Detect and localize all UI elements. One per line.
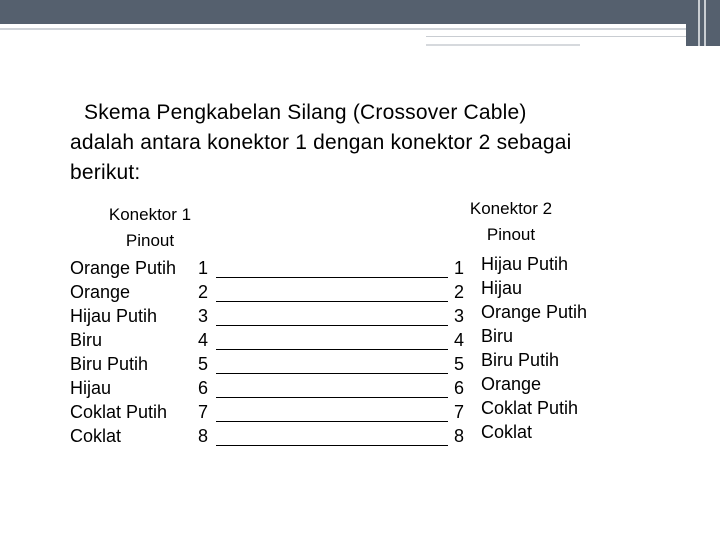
connector-2-colors	[481, 252, 621, 444]
connector-1-heading	[70, 202, 230, 254]
connector-2-pins	[454, 256, 470, 448]
left-color: Coklat	[70, 426, 122, 446]
header-rule	[0, 28, 686, 30]
header-rule-thin	[426, 36, 686, 37]
header-bar	[0, 0, 720, 24]
wire-line	[216, 280, 448, 304]
right-color: Coklat Putih	[481, 398, 579, 418]
right-pin-number: 3	[454, 306, 465, 326]
corner-stripe	[698, 0, 700, 46]
header-rule-short	[426, 44, 580, 46]
connector-1-name: Konektor 1	[108, 205, 192, 224]
wire-line	[216, 376, 448, 400]
left-color: Coklat Putih	[70, 402, 168, 422]
wire-line	[216, 256, 448, 280]
left-color: Orange	[70, 282, 131, 302]
wiring-lines	[216, 256, 448, 448]
right-pin-number: 5	[454, 354, 465, 374]
right-color: Hijau Putih	[481, 254, 569, 274]
right-pin-number: 6	[454, 378, 465, 398]
right-pin-number: 7	[454, 402, 465, 422]
left-color: Biru Putih	[70, 354, 149, 374]
wire-line	[216, 304, 448, 328]
right-color: Orange	[481, 374, 542, 394]
connector-2-name: Konektor 2	[469, 199, 553, 218]
wire-line	[216, 352, 448, 376]
title-line-3: berikut:	[70, 161, 141, 184]
wire-line	[216, 424, 448, 448]
left-pin-number: 6	[198, 378, 209, 398]
right-pin-number: 8	[454, 426, 465, 446]
right-color: Biru Putih	[481, 350, 560, 370]
connector-2-pinout: Pinout	[486, 225, 536, 244]
left-pin-number: 2	[198, 282, 209, 302]
right-pin-number: 4	[454, 330, 465, 350]
header-corner-block	[686, 0, 720, 46]
corner-stripe	[704, 0, 706, 46]
wire-line	[216, 400, 448, 424]
right-color: Biru	[481, 326, 514, 346]
right-color: Orange Putih	[481, 302, 588, 322]
left-pin-number: 7	[198, 402, 209, 422]
connector-1-pins	[198, 256, 214, 448]
slide-title	[70, 98, 690, 188]
title-line-2: adalah antara konektor 1 dengan konektor 2 sebagai	[70, 131, 572, 154]
left-pin-number: 1	[198, 258, 209, 278]
wire-line	[216, 328, 448, 352]
connector-1-colors	[70, 256, 198, 448]
left-pin-number: 8	[198, 426, 209, 446]
left-pin-number: 3	[198, 306, 209, 326]
left-pin-number: 4	[198, 330, 209, 350]
left-color: Orange Putih	[70, 258, 177, 278]
left-color: Biru	[70, 330, 103, 350]
right-color: Hijau	[481, 278, 523, 298]
title-line-1: Skema Pengkabelan Silang (Crossover Cable)	[84, 101, 527, 124]
left-color: Hijau	[70, 378, 112, 398]
connector-1-pinout: Pinout	[125, 231, 175, 250]
left-color: Hijau Putih	[70, 306, 158, 326]
left-pin-number: 5	[198, 354, 209, 374]
connector-2-heading	[440, 196, 582, 248]
right-pin-number: 1	[454, 258, 465, 278]
right-color: Coklat	[481, 422, 533, 442]
right-pin-number: 2	[454, 282, 465, 302]
